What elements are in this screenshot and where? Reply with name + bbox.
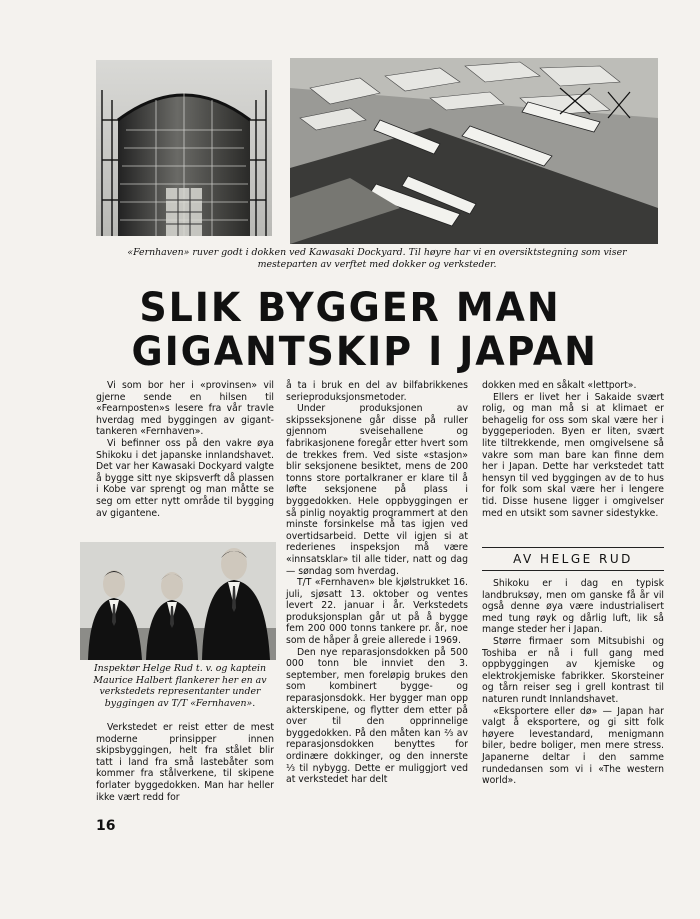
paragraph: dokken med en såkalt «lettport».	[482, 380, 637, 391]
paragraph: Vi som bor her i «provinsen» vil gjerne sende en hilsen til «Fearnposten»s lesere fra vår travle hverdag med byggingen av gigant-tankeren «Fernhaven».	[96, 380, 274, 438]
page-number: 16	[96, 818, 116, 834]
photo-fernhaven-in-dock	[96, 60, 272, 236]
paragraph: Ellers er livet her i Sakaide svært rolig, og man må si at klimaet er behagelig for oss som skal være her i byggeperioden. Byen er liten, svært lite tiltrekkende, men omgivelsene så vakre som man bare kan finne dem her i Japan. Dette har verkstedet tatt hensyn til ved byggingen av de to hus for folk som skal være her i lengere tid. Disse husene ligger i omgivelser med en utsikt som savner sidestykke.	[482, 391, 664, 519]
tanker-hull-image	[96, 60, 272, 236]
author-byline: AV HELGE RUD	[482, 547, 664, 571]
article-column-1-bottom	[96, 722, 274, 803]
page-title	[131, 285, 598, 375]
top-photo-caption: «Fernhaven» ruver godt i dokken ved Kawasaki Dockyard. Til høyre har vi en oversiktstegning som viser mesteparten av verftet med dokker og verksteder.	[127, 247, 627, 270]
paragraph: Vi befinner oss på den vakre øya Shikoku i det japanske innlandshavet. Det var her Kawasaki Dockyard valgte å bygge sitt nye skipsverft då plassen i Kobe var sprengt og man måtte se seg om etter nytt område til bygging av gigantene.	[96, 437, 275, 519]
photo-inspectors	[80, 542, 276, 660]
article-column-3-top	[482, 380, 664, 519]
article-column-3-bottom	[482, 578, 664, 787]
three-men-image	[80, 542, 276, 660]
headline-line-1: SLIK BYGGER MAN	[139, 285, 561, 331]
paragraph: Verkstedet er reist etter de mest moderne prinsipper innen skipsbyggingen, helt fra stålet blir tatt i land fra små lastebåter som kommer fra stålverkene, til skipene forlater byggedokken. Man har heller ikke vært redd for	[96, 722, 274, 803]
paragraph: å ta i bruk en del av bilfabrikkenes serieproduksjonsmetoder.	[286, 380, 468, 403]
paragraph: «Eksportere eller dø» — Japan har valgt å eksportere, og gi sitt folk høyere levestandard, menigmann biler, bedre boliger, men mere stress. Japanerne deltar i den samme rundedansen som vi i «The western world».	[482, 705, 664, 787]
paragraph: Under produksjonen av skipsseksjonene går disse på ruller gjennom sveisehallene og fabrikasjonene foregår etter hvert som de trekkes frem. Ved siste «stasjon» blir seksjonene besiktet, mens de 200 tonns store portalkraner er klare til å løfte seksjonene på plass i byggedokken. Hele oppbyggingen er så pinlig noyaktig programmert at den minste forsinkelse må tas igjen ved overtidsarbeid. Dette vil igjen si at rederienes inspeksjon må være «innsatsklar» til alle tider, natt og dag — søndag som hverdag.	[286, 403, 468, 577]
inspectors-photo-caption: Inspektør Helge Rud t. v. og kaptein Maurice Halbert flankerer her en av verkstedets representanter under byggingen av T/T «Fernhaven».	[93, 663, 267, 709]
headline-line-2: GIGANTSKIP I JAPAN	[131, 329, 598, 375]
photo-shipyard-overview-drawing	[290, 58, 658, 244]
article-column-2	[286, 380, 468, 786]
paragraph: Den nye reparasjonsdokken på 500 000 tonn ble innviet den 3. september, men foreløpig brukes den som kombinert bygge- og reparasjonsdokk. Her bygger man opp akterskipene, og flytter dem etter på over til den opprinnelige byggedokken. På den måten kan ⅔ av reparasjonsdokken benyttes for ordinære dokkinger, og den innerste ⅓ til nybygg. Dette er muliggjort ved at verkstedet har delt	[286, 646, 468, 786]
paragraph: Shikoku er i dag en typisk landbruksøy, men om ganske få år vil også denne øya være industrialisert med tung røyk og dårlig luft, lik så mange steder her i Japan.	[482, 578, 664, 636]
paragraph: T/T «Fernhaven» ble kjølstrukket 16. juli, sjøsatt 13. oktober og ventes levert 22. januar i år. Verkstedets produksjonsplan går ut på å bygge fem 200 000 tonns tankere pr. år, noe som de håper å greie allerede i 1969.	[286, 577, 468, 647]
paragraph: Større firmaer som Mitsubishi og Toshiba er nå i full gang med oppbyggingen av kjemiske og elektrokjemiske fabrikker. Skorsteiner og tårn reiser seg i grell kontrast til naturen rundt Innlandshavet.	[482, 635, 664, 705]
shipyard-drawing-image	[290, 58, 658, 244]
article-column-1-top	[96, 380, 274, 519]
